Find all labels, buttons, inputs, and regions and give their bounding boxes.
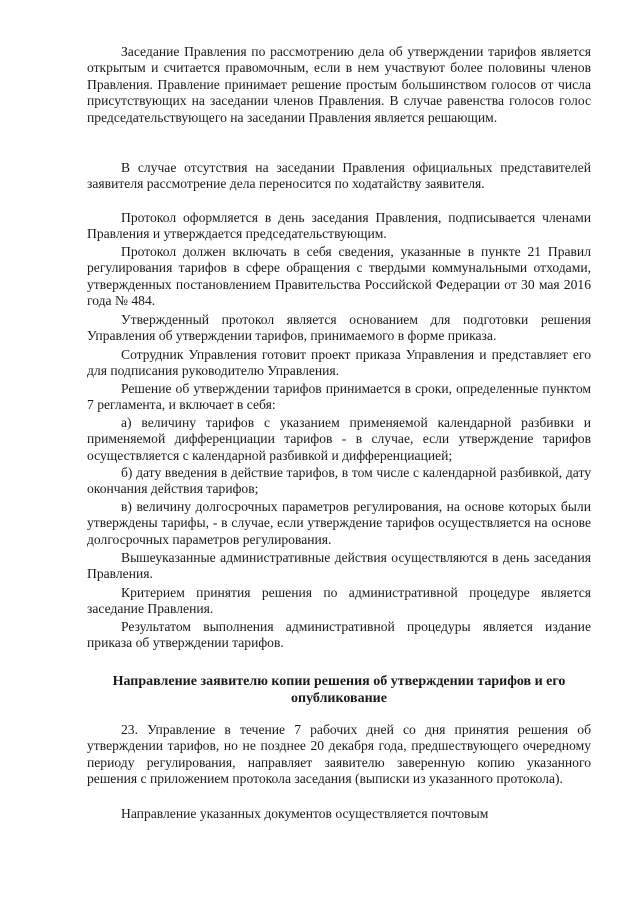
list-item-a: а) величину тарифов с указанием применяемой календарной разбивки и применяемой дифференциации тарифов - в случае, если утверждение тарифов осуществляется с календарной разбивкой и дифференциацией; bbox=[87, 415, 591, 463]
section-heading: Направление заявителю копии решения об утверждении тарифов и его опубликование bbox=[112, 674, 566, 706]
paragraph-23: 23. Управление в течение 7 рабочих дней со дня принятия решения об утверждении тарифов, но не позднее 20 декабря года, предшествующего очередному периоду регулирования, направляет заявителю заверенную копию указанного решения с приложением протокола заседания (выписки из указанного протокола). bbox=[87, 722, 591, 787]
paragraph-same-day-actions: Вышеуказанные административные действия осуществляются в день заседания Правления. bbox=[87, 550, 591, 582]
paragraph-meeting-rules: Заседание Правления по рассмотрению дела об утверждении тарифов является открытым и считается правомочным, если в нем участвуют более половины членов Правления. Правление принимает решение простым большинством голосов от числа присутствующих на заседании членов Правления. В случае равенства голосов голос председательствующего на заседании Правления является решающим. bbox=[87, 44, 591, 125]
paragraph-decision-criterion: Критерием принятия решения по административной процедуре является заседание Правления. bbox=[87, 585, 591, 617]
paragraph-protocol-drafting: Протокол оформляется в день заседания Правления, подписывается членами Правления и утверждается председательствующим. bbox=[87, 210, 591, 242]
paragraph-draft-order: Сотрудник Управления готовит проект приказа Управления и представляет его для подписания руководителю Управления. bbox=[87, 347, 591, 379]
paragraph-procedure-result: Результатом выполнения административной процедуры является издание приказа об утверждении тарифов. bbox=[87, 619, 591, 651]
paragraph-decision-terms: Решение об утверждении тарифов принимается в сроки, определенные пунктом 7 регламента, и включает в себя: bbox=[87, 381, 591, 413]
paragraph-protocol-basis: Утвержденный протокол является основанием для подготовки решения Управления об утверждении тарифов, принимаемого в форме приказа. bbox=[87, 312, 591, 344]
paragraph-delivery: Направление указанных документов осуществляется почтовым bbox=[121, 806, 489, 821]
list-item-b: б) дату введения в действие тарифов, в том числе с календарной разбивкой, дату окончания действия тарифов; bbox=[87, 465, 591, 497]
paragraph-absence-postponement: В случае отсутствия на заседании Правления официальных представителей заявителя рассмотрение дела переносится по ходатайству заявителя. bbox=[87, 160, 591, 192]
paragraph-protocol-content: Протокол должен включать в себя сведения, указанные в пункте 21 Правил регулирования тарифов в сфере обращения с твердыми коммунальными отходами, утвержденных постановлением Правительства Российской Федерации от 30 мая 2016 года № 484. bbox=[87, 244, 591, 309]
list-item-v: в) величину долгосрочных параметров регулирования, на основе которых были утверждены тарифы, - в случае, если утверждение тарифов осуществляется на основе долгосрочных параметров регулирования. bbox=[87, 499, 591, 547]
